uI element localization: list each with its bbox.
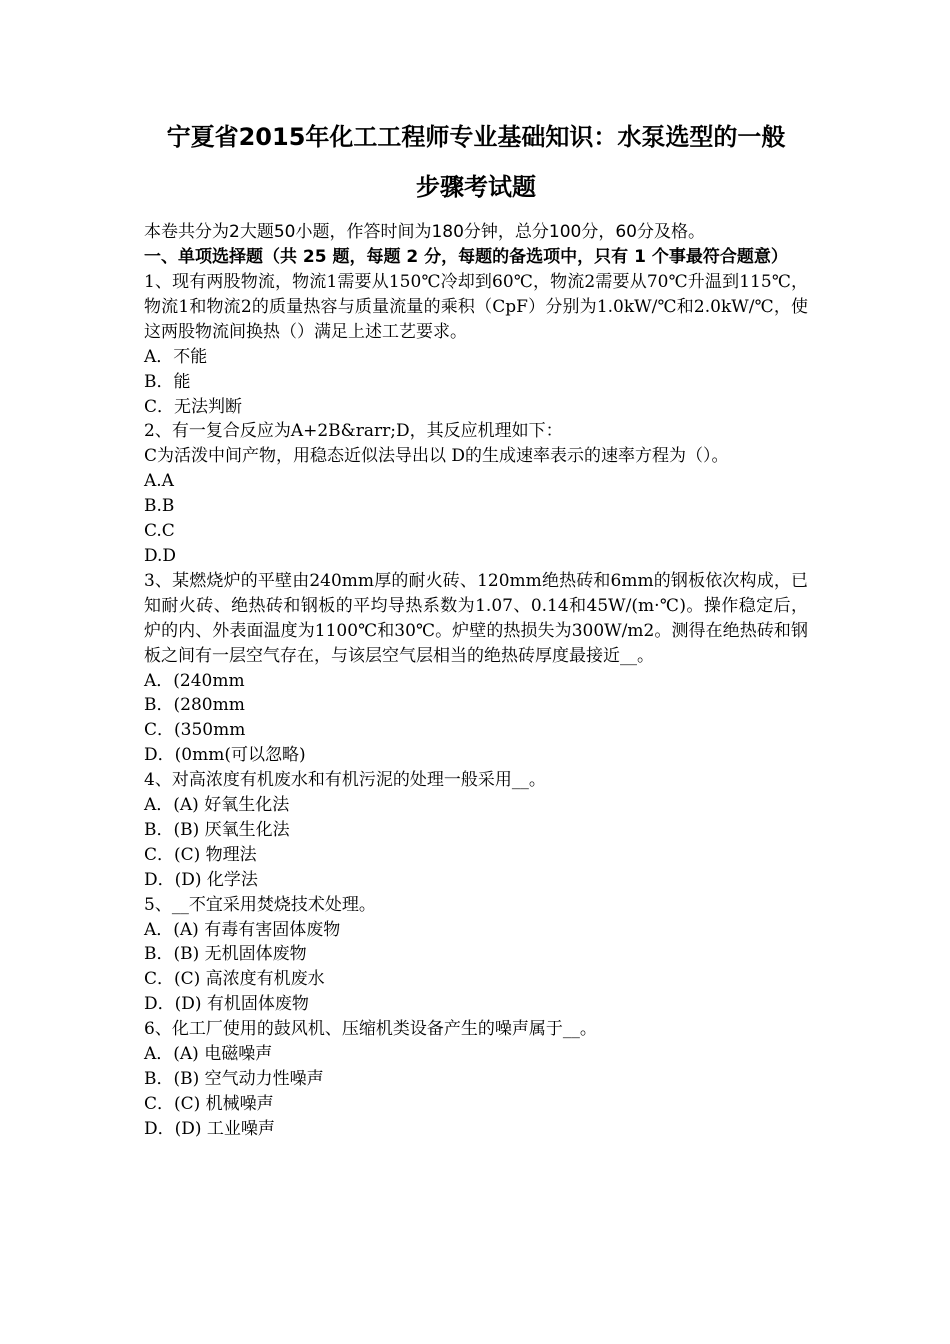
option: A．不能 xyxy=(144,346,208,367)
option: D．(D) 化学法 xyxy=(144,869,258,890)
question-stem-continued: C为活泼中间产物，用稳态近似法导出以 D的生成速率表示的速率方程为（）。 xyxy=(144,446,729,467)
document-title xyxy=(144,112,808,212)
option: C．(350mm xyxy=(144,720,246,741)
option: B．能 xyxy=(144,371,191,392)
question-5 xyxy=(144,893,808,1018)
option: D.D xyxy=(144,545,177,566)
question-stem: 6、化工厂使用的鼓风机、压缩机类设备产生的噪声属于__。 xyxy=(144,1019,597,1040)
title-line-2: 步骤考试题 xyxy=(416,173,536,201)
question-stem: 5、__不宜采用焚烧技术处理。 xyxy=(144,894,376,915)
option: C.C xyxy=(144,521,175,542)
option: A．(A) 好氧生化法 xyxy=(144,795,290,816)
question-3 xyxy=(144,569,808,768)
question-4 xyxy=(144,768,808,893)
question-stem: 4、对高浓度有机废水和有机污泥的处理一般采用__。 xyxy=(144,770,546,791)
option: B.B xyxy=(144,496,175,517)
option: C．(C) 高浓度有机废水 xyxy=(144,969,325,990)
question-2 xyxy=(144,419,808,568)
option: A.A xyxy=(144,471,174,492)
option: B．(B) 空气动力性噪声 xyxy=(144,1069,324,1089)
question-stem: 2、有一复合反应为A+2B&rarr;D，其反应机理如下： xyxy=(144,421,563,442)
question-6 xyxy=(144,1017,808,1142)
title-line-1: 宁夏省2015年化工工程师专业基础知识：水泵选型的一般 xyxy=(166,123,786,151)
option: D．(D) 有机固体废物 xyxy=(144,994,309,1015)
option: A．(240mm xyxy=(144,670,245,691)
option: D．(0mm(可以忽略) xyxy=(144,745,306,766)
exam-intro: 本卷共分为2大题50小题，作答时间为180分钟，总分100分，60分及格。 xyxy=(144,222,705,242)
section-header: 一、单项选择题（共 25 题，每题 2 分，每题的备选项中，只有 1 个事最符合题意） xyxy=(144,247,788,267)
option: B．(B) 无机固体废物 xyxy=(144,944,307,965)
option: B．(B) 厌氧生化法 xyxy=(144,819,290,840)
option: A．(A) 有毒有害固体废物 xyxy=(144,919,341,940)
option: C．(C) 机械噪声 xyxy=(144,1093,274,1114)
option: C．(C) 物理法 xyxy=(144,844,257,865)
question-stem: 3、某燃烧炉的平壁由240mm厚的耐火砖、120mm绝热砖和6mm的钢板依次构成，已知耐火砖、绝热砖和钢板的平均导热系数为1.07、0.14和45W/(m·℃)。操作稳定后，炉的内、外表面温度为1100℃和30℃。炉壁的热损失为300W/m2。测得在绝热砖和钢板之间有一层空气存在，与该层空气层相当的绝热砖厚度最接近__。 xyxy=(144,570,808,666)
question-1 xyxy=(144,270,808,419)
document-page xyxy=(144,112,808,1142)
option: A．(A) 电磁噪声 xyxy=(144,1044,273,1065)
option: D．(D) 工业噪声 xyxy=(144,1118,275,1139)
option: B．(280mm xyxy=(144,695,245,716)
question-stem: 1、现有两股物流，物流1需要从150℃冷却到60℃，物流2需要从70℃升温到115℃，物流1和物流2的质量热容与质量流量的乘积（CpF）分别为1.0kW/℃和2.0kW/℃，使这两股物流间换热（）满足上述工艺要求。 xyxy=(144,272,808,342)
option: C．无法判断 xyxy=(144,396,243,417)
